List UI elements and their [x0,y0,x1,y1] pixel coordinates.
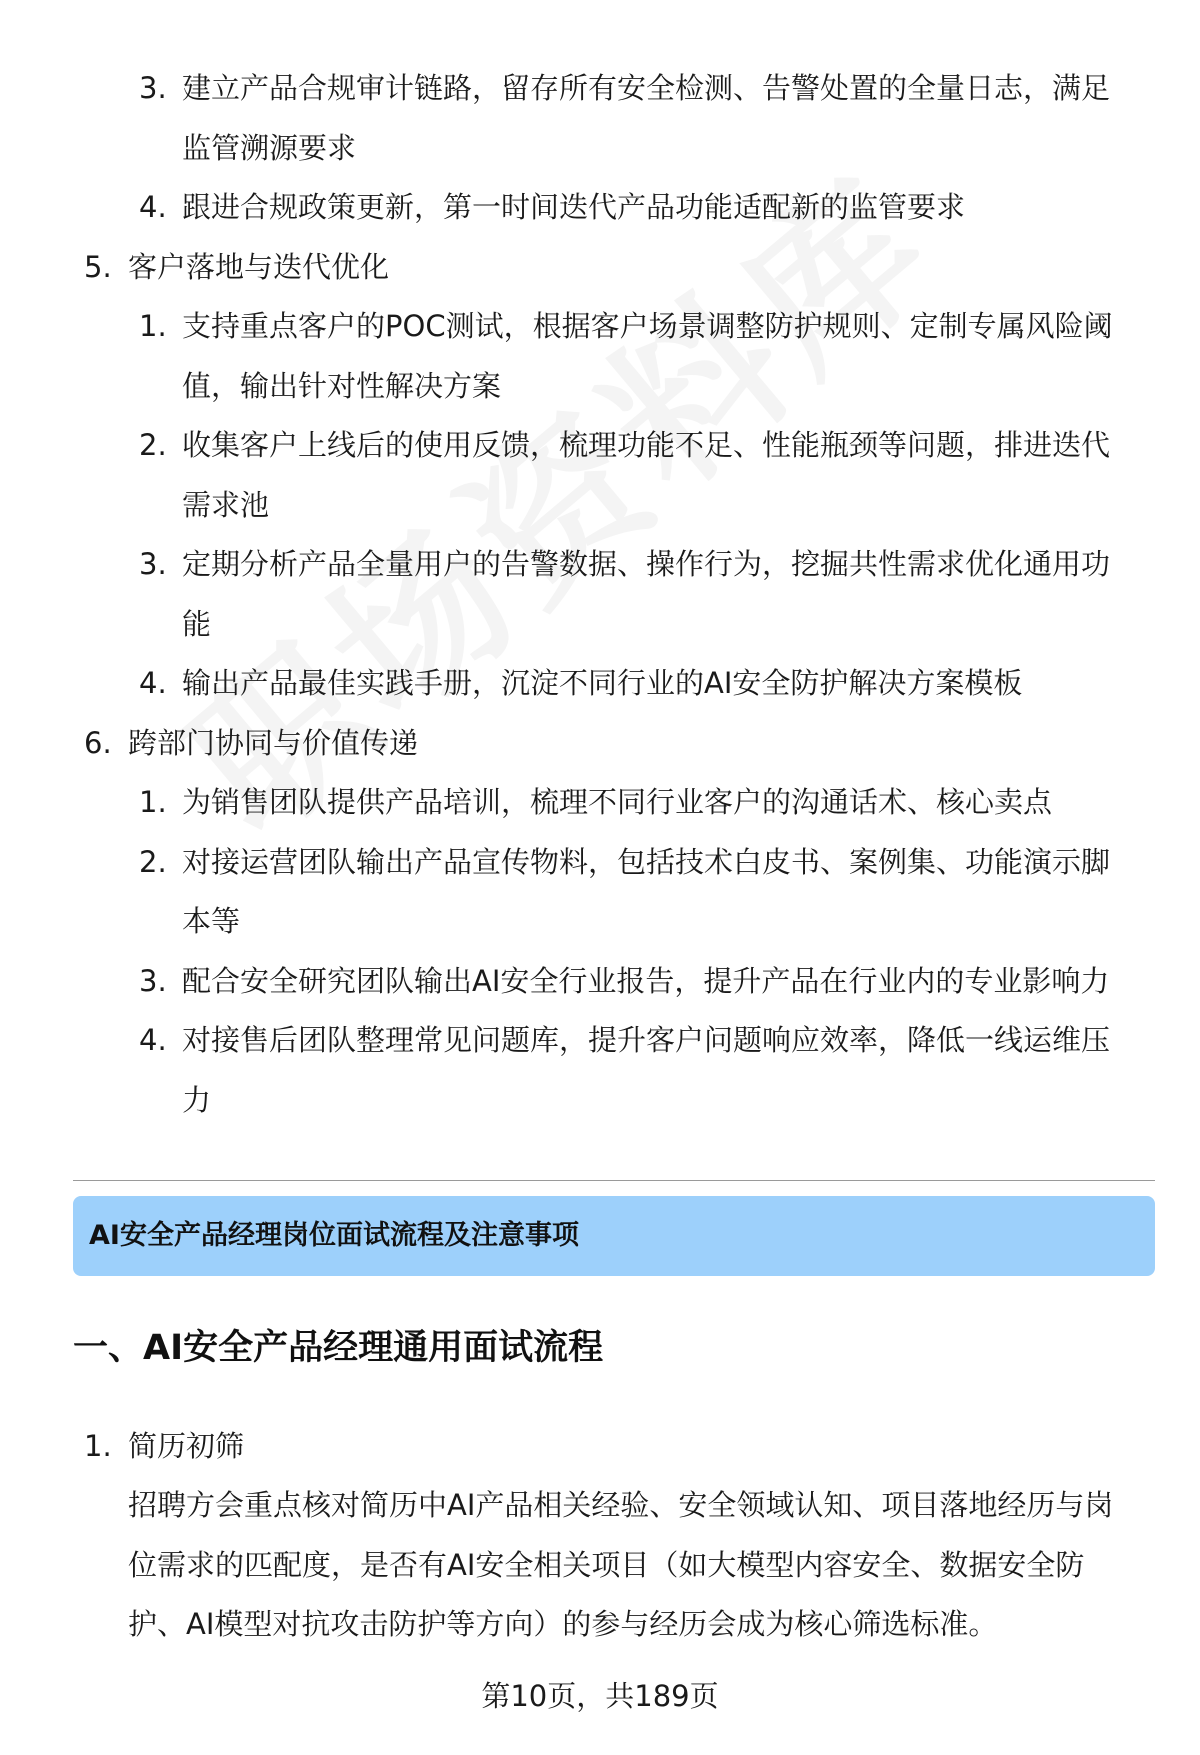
list-text: 力 [182,1083,212,1117]
list-text: 客户落地与迭代优化 [128,250,390,284]
list-text: 值，输出针对性解决方案 [182,369,502,403]
step-title: 简历初筛 [128,1429,245,1463]
step-body-line: 招聘方会重点核对简历中AI产品相关经验、安全领域认知、项目落地经历与岗 [128,1488,1114,1522]
list-text: 建立产品合规审计链路，留存所有安全检测、告警处置的全量日志，满足 [182,71,1111,105]
list-number: 1. [139,785,167,819]
page-footer: 第10页，共189页 [481,1679,719,1713]
list-number: 4. [139,190,167,224]
list-text: 输出产品最佳实践手册，沉淀不同行业的AI安全防护解决方案模板 [182,666,1023,700]
list-number: 2. [139,428,167,462]
list-text: 收集客户上线后的使用反馈，梳理功能不足、性能瓶颈等问题，排进迭代 [182,428,1111,462]
list-text: 能 [182,607,212,641]
list-text: 支持重点客户的POC测试，根据客户场景调整防护规则、定制专属风险阈 [182,309,1113,343]
list-text: 为销售团队提供产品培训，梳理不同行业客户的沟通话术、核心卖点 [182,785,1053,819]
list-number: 6. [84,726,112,760]
list-text: 跨部门协同与价值传递 [128,726,419,760]
list-text: 监管溯源要求 [182,131,357,165]
list-text: 定期分析产品全量用户的告警数据、操作行为，挖掘共性需求优化通用功 [182,547,1111,581]
banner-title: AI安全产品经理岗位面试流程及注意事项 [89,1220,579,1251]
list-number: 3. [139,71,167,105]
list-number: 3. [139,547,167,581]
list-text: 跟进合规政策更新，第一时间迭代产品功能适配新的监管要求 [182,190,966,224]
list-number: 4. [139,666,167,700]
section-divider [73,1180,1155,1181]
list-text: 需求池 [182,488,270,522]
list-text: 对接售后团队整理常见问题库，提升客户问题响应效率，降低一线运维压 [182,1023,1111,1057]
step-body-line: 位需求的匹配度，是否有AI安全相关项目（如大模型内容安全、数据安全防 [128,1548,1085,1582]
section-banner [73,1196,1155,1276]
list-number: 1. [139,309,167,343]
list-number: 3. [139,964,167,998]
list-number: 4. [139,1023,167,1057]
list-text: 对接运营团队输出产品宣传物料，包括技术白皮书、案例集、功能演示脚 [182,845,1111,879]
list-text: 配合安全研究团队输出AI安全行业报告，提升产品在行业内的专业影响力 [182,964,1110,998]
list-number: 5. [84,250,112,284]
list-text: 本等 [182,904,241,938]
section-heading: 一、AI安全产品经理通用面试流程 [73,1328,604,1368]
step-body-line: 护、AI模型对抗攻击防护等方向）的参与经历会成为核心筛选标准。 [128,1607,998,1641]
list-number: 2. [139,845,167,879]
list-number: 1. [84,1429,112,1463]
